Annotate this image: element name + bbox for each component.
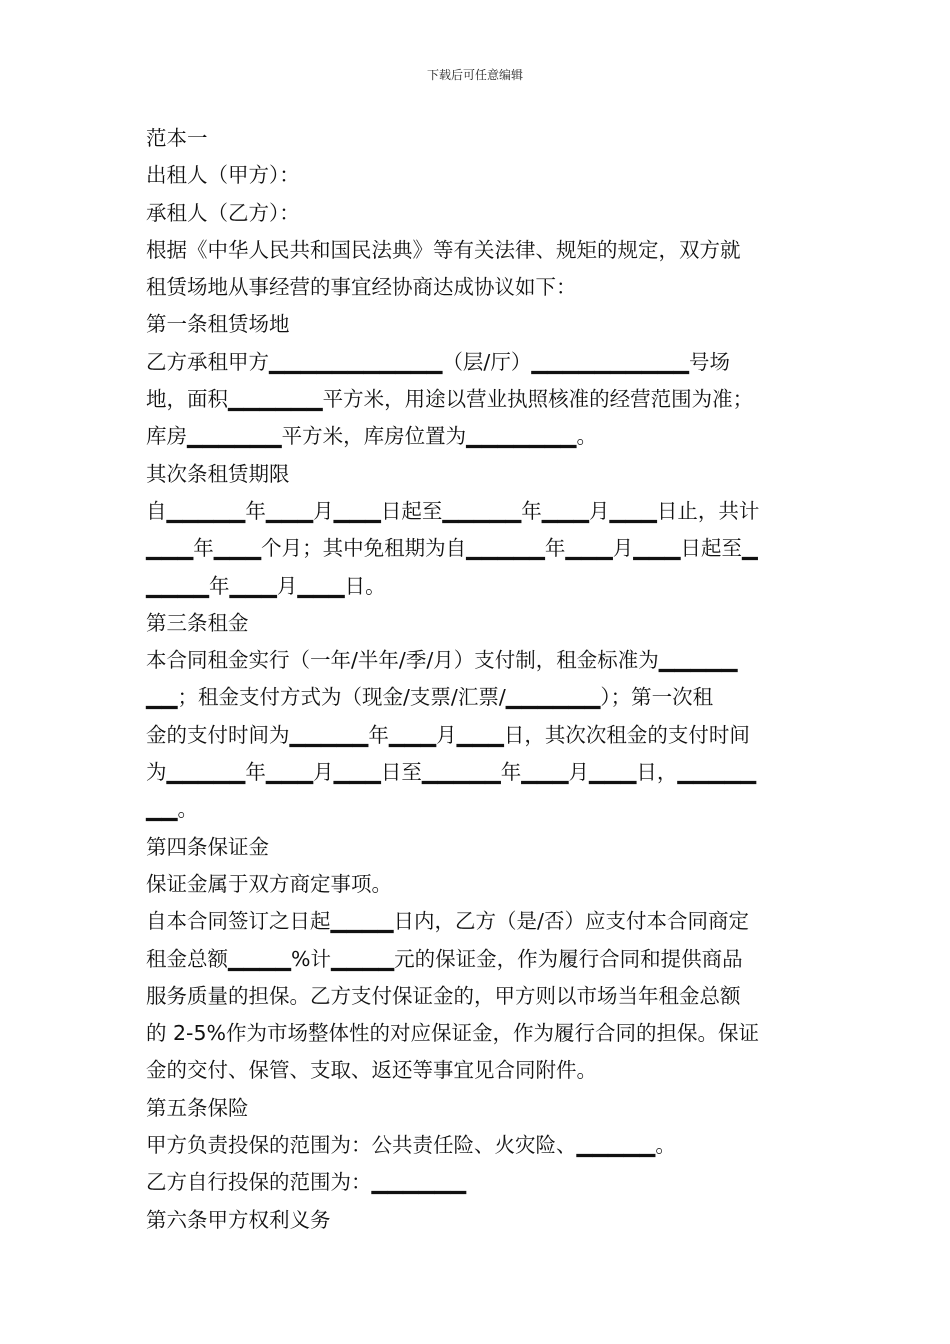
text-line: ▁▁；租金支付方式为（现金/支票/汇票/▁▁▁▁▁▁）；第一次租 [146, 685, 714, 710]
text-line: 保证金属于双方商定事项。 [146, 871, 392, 896]
text-line: 本合同租金实行（一年/半年/季/月）支付制，租金标准为▁▁▁▁▁ [146, 648, 738, 673]
text-line: ▁▁▁▁年▁▁▁月▁▁▁日。 [146, 573, 386, 598]
text-line: 自▁▁▁▁▁年▁▁▁月▁▁▁日起至▁▁▁▁▁年▁▁▁月▁▁▁日止，共计 [146, 498, 760, 523]
header-note: 下载后可任意编辑 [426, 68, 523, 82]
text-line: 租金总额▁▁▁▁%计▁▁▁▁元的保证金，作为履行合同和提供商品 [146, 946, 743, 971]
article-heading: 第一条租赁场地 [146, 312, 290, 337]
text-line: 为▁▁▁▁▁年▁▁▁月▁▁▁日至▁▁▁▁▁年▁▁▁月▁▁▁日，▁▁▁▁▁ [146, 760, 757, 785]
article-heading: 第四条保证金 [146, 834, 269, 859]
lessee-line: 承租人（乙方）： [146, 200, 300, 225]
text-line: ▁▁。 [146, 797, 199, 822]
article-heading: 第五条保险 [146, 1095, 249, 1120]
text-line: 根据《中华人民共和国民法典》等有关法律、规矩的规定，双方就 [146, 237, 741, 262]
article-heading: 第六条甲方权利义务 [146, 1207, 331, 1232]
text-line: 乙方承租甲方▁▁▁▁▁▁▁▁▁▁▁（层/厅）▁▁▁▁▁▁▁▁▁▁号场 [146, 349, 730, 374]
text-line: 服务质量的担保。乙方支付保证金的，甲方则以市场当年租金总额 [146, 983, 741, 1008]
text-line: 租赁场地从事经营的事宜经协商达成协议如下： [146, 275, 577, 300]
text-line: 库房▁▁▁▁▁▁平方米，库房位置为▁▁▁▁▁▁▁。 [146, 424, 597, 449]
text-line: 地，面积▁▁▁▁▁▁平方米，用途以营业执照核准的经营范围为准； [146, 387, 754, 412]
section-title: 范本一 [146, 126, 208, 150]
text-line: 乙方自行投保的范围为：▁▁▁▁▁▁ [146, 1170, 467, 1195]
article-heading: 其次条租赁期限 [146, 461, 290, 486]
text-line: 甲方负责投保的范围为：公共责任险、火灾险、▁▁▁▁▁。 [146, 1133, 676, 1158]
text-line: 金的交付、保管、支取、返还等事宜见合同附件。 [146, 1058, 597, 1083]
text-line: 金的支付时间为▁▁▁▁▁年▁▁▁月▁▁▁日，其次次租金的支付时间 [146, 722, 750, 747]
article-heading: 第三条租金 [146, 610, 249, 635]
text-line: 自本合同签订之日起▁▁▁▁日内，乙方（是/否）应支付本合同商定 [146, 909, 749, 934]
text-line: ▁▁▁年▁▁▁个月；其中免租期为自▁▁▁▁▁年▁▁▁月▁▁▁日起至▁ [146, 536, 758, 561]
contract-body [146, 120, 822, 1239]
lessor-line: 出租人（甲方）： [146, 163, 300, 188]
text-line: 的 2-5%作为市场整体性的对应保证金，作为履行合同的担保。保证 [146, 1021, 759, 1046]
